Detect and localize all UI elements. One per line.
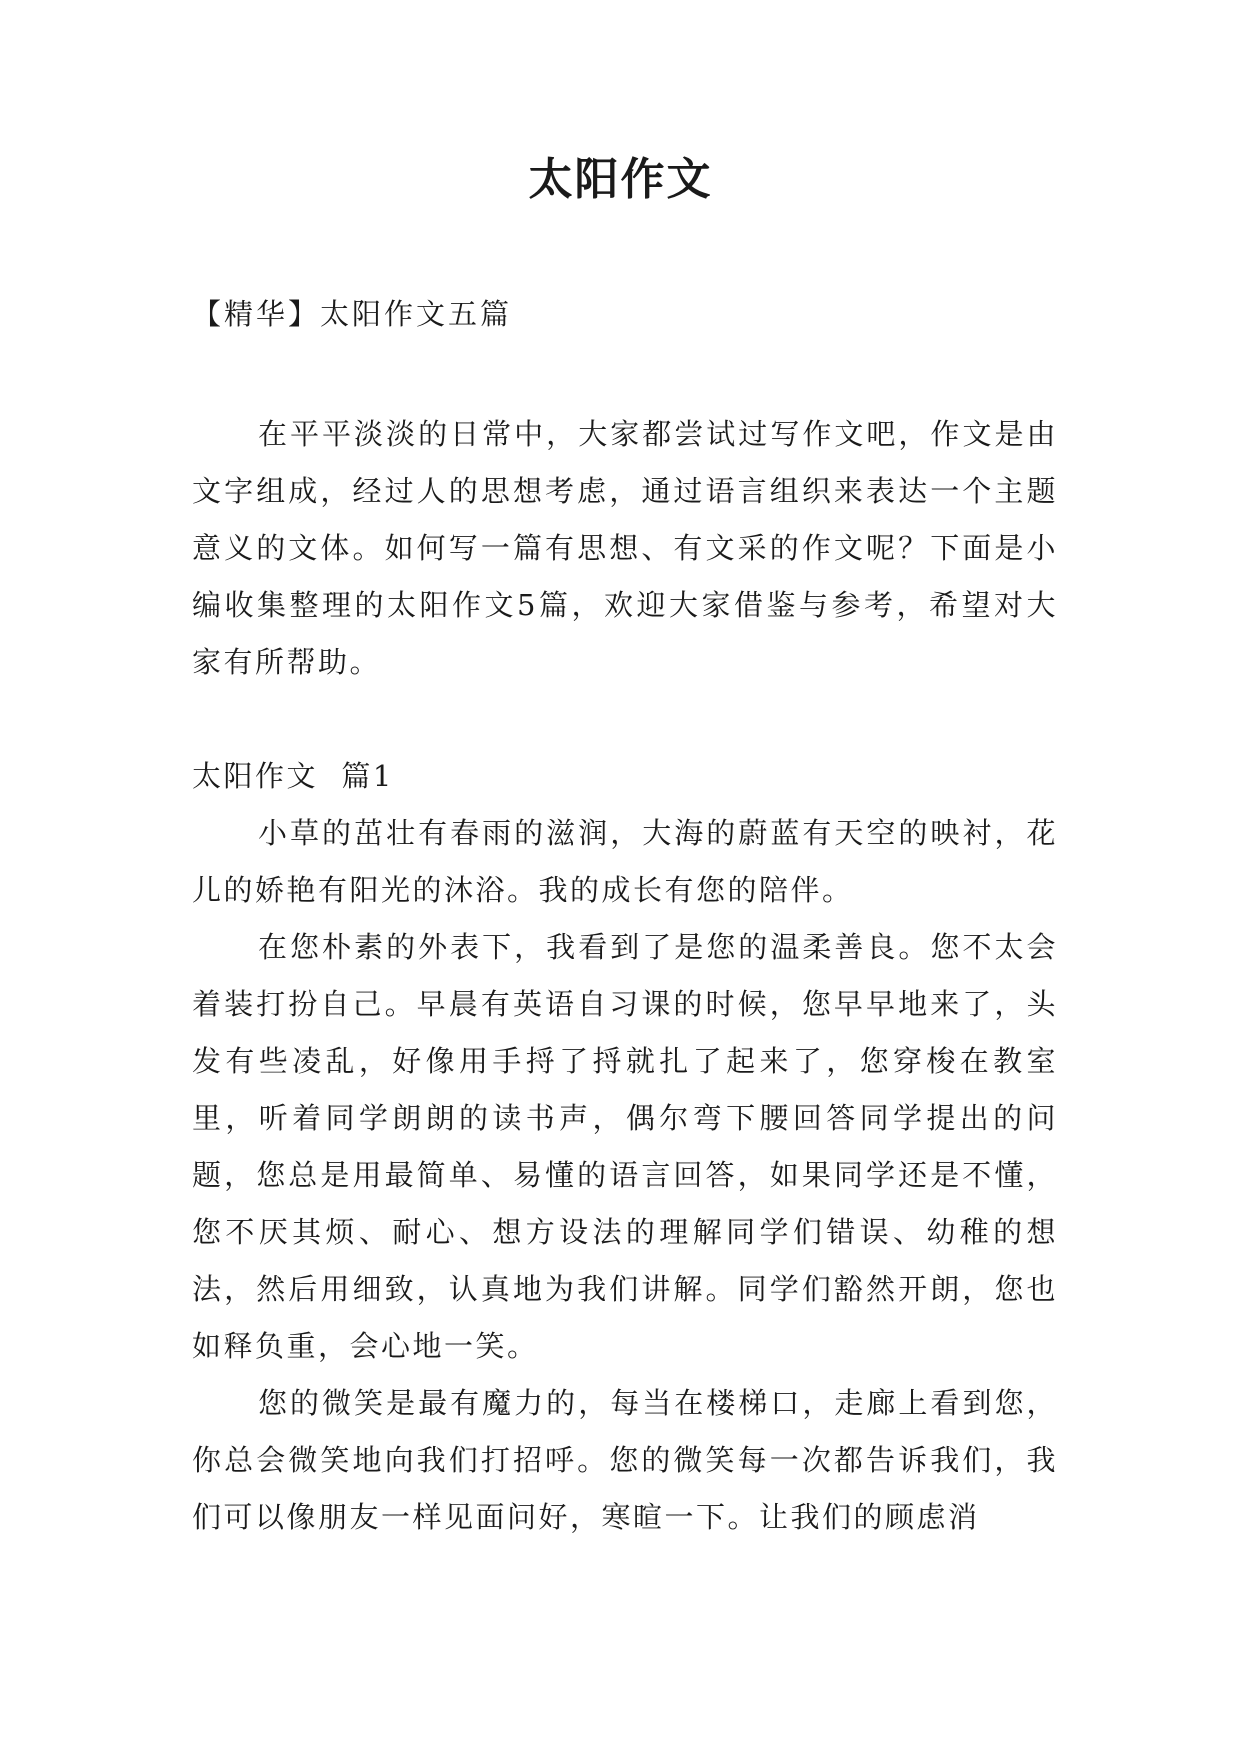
document-subtitle: 【精华】太阳作文五篇: [192, 297, 513, 331]
intro-paragraph: 在平平淡淡的日常中，大家都尝试过写作文吧，作文是由文字组成，经过人的思想考虑，通过语言组织来表达一个主题意义的文体。如何写一篇有思想、有文采的作文呢？下面是小编收集整理的太阳作文5篇，欢迎大家借鉴与参考，希望对大家有所帮助。: [192, 417, 1058, 679]
body-paragraph-1: 小草的茁壮有春雨的滋润，大海的蔚蓝有天空的映衬，花儿的娇艳有阳光的沐浴。我的成长有您的陪伴。: [192, 816, 1058, 907]
body-paragraph-3: 您的微笑是最有魔力的，每当在楼梯口，走廊上看到您，你总会微笑地向我们打招呼。您的微笑每一次都告诉我们，我们可以像朋友一样见面问好，寒暄一下。让我们的顾虑消: [192, 1386, 1058, 1534]
document-body: [192, 406, 1058, 1546]
document-title: 太阳作文: [528, 154, 713, 205]
section-heading: 太阳作文 篇1: [192, 759, 394, 793]
body-paragraph-2: 在您朴素的外表下，我看到了是您的温柔善良。您不太会着装打扮自己。早晨有英语自习课的时候，您早早地来了，头发有些凌乱，好像用手捋了捋就扎了起来了，您穿梭在教室里，听着同学朗朗的读书声，偶尔弯下腰回答同学提出的问题，您总是用最简单、易懂的语言回答，如果同学还是不懂，您不厌其烦、耐心、想方设法的理解同学们错误、幼稚的想法，然后用细致，认真地为我们讲解。同学们豁然开朗，您也如释负重，会心地一笑。: [192, 930, 1058, 1363]
